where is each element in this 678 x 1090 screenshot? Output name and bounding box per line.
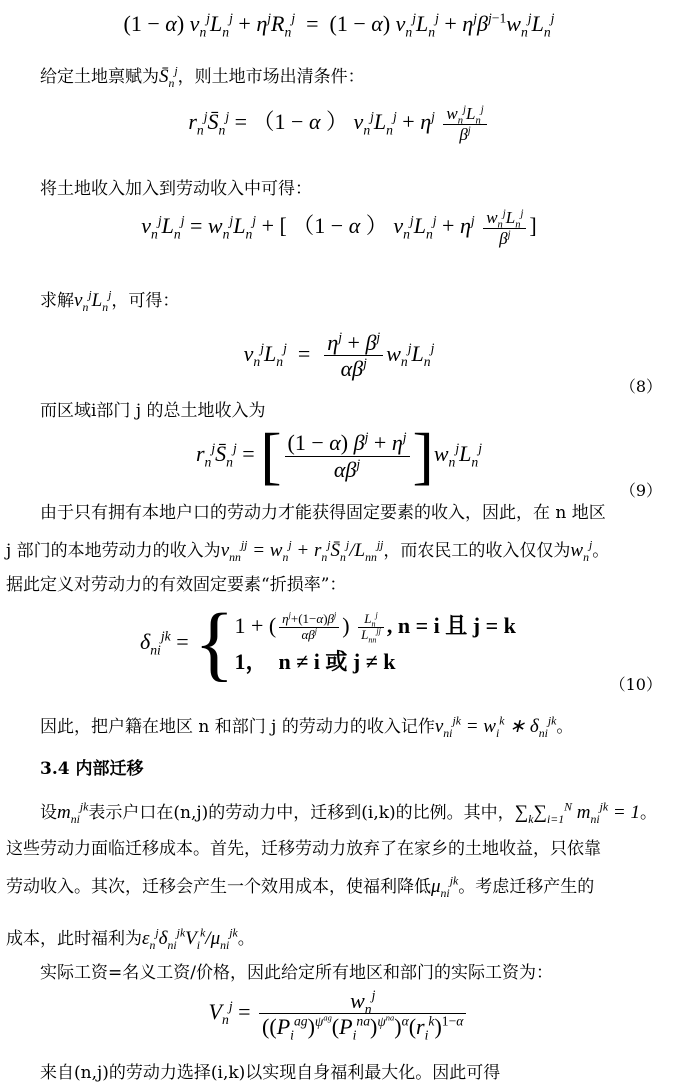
paragraph-migration-c: 劳动收入。其次，迁移会产生一个效用成本，使福利降低$\mu_{ni}^{jk}$。考虑迁移产生的 <box>6 874 595 900</box>
equation-10: $\delta_{ni}^{jk}$ = { 1 + ( $\frac{\eta^j+(1-\alpha)\beta^j}{\alpha\beta^j}$ ) $\frac{L_n^j}{L_{nn}^{jj}}$ , n = i 且 j = k 1， n ≠ i 或 j ≠ k <box>140 597 516 690</box>
paragraph-local-income-b: j 部门的本地劳动力的收入为$v_{nn}^{jj} = w_n^j$ + $r_n^jS̄_n^j/L_{nn}^{jj}$，而农民工的收入仅仅为$w_n^j$。 <box>6 538 610 564</box>
paragraph-income-notation: 因此，把户籍在地区 n 和部门 j 的劳动力的收入记作$v_{ni}^{jk} = w_i^k$ ∗ $\delta_{ni}^{jk}$。 <box>40 714 574 740</box>
equation-number-9: （9） <box>619 481 662 500</box>
equation-land-rent-identity: (1 − α) $v_n^jL_n^j + \eta^jR_n^j = (1 - \alpha) v_n^jL_n^j + \eta^j\beta^{j-1}w_n^jL_n^j$ <box>123 10 555 40</box>
paragraph-total-land-income: 而区域i部门 j 的总土地收入为 <box>40 401 266 421</box>
paragraph-local-income-c: 据此定义对劳动力的有效固定要素“折损率”： <box>6 575 347 595</box>
paragraph-migration-b: 这些劳动力面临迁移成本。首先，迁移劳动力放弃了在家乡的土地收益，只依靠 <box>6 839 601 859</box>
paragraph-real-wage: 实际工资=名义工资/价格，因此给定所有地区和部门的实际工资为： <box>40 963 553 983</box>
equation-total-income: $v_n^jL_n^j = w_n^jL_n^j$ + [ （1 − α ） $v_n^jL_n^j + \eta^j$ $\frac{w_n^jL_n^j}{\beta^j}$ ] <box>141 208 537 248</box>
paragraph-solve: 求解$v_n^jL_n^j$，可得： <box>40 288 180 314</box>
equation-9: $r_n^jS̄_n^j$ = [ $\frac{(1 - \alpha) \beta^j + \eta^j}{\alpha\beta^j}$ ]$w_n^jL_n^j$ <box>195 420 482 491</box>
equation-number-10: （10） <box>609 675 662 694</box>
paragraph-add-land-income: 将土地收入加入到劳动收入中可得： <box>40 179 312 199</box>
paragraph-choice: 来自(n,j)的劳动力选择(i,k)以实现自身福利最大化。因此可得 <box>40 1063 501 1083</box>
equation-real-wage: $V_n^j$ = $\frac{w_n^j}{((P_i^{ag})^{\psi^{ag}}(P_i^{na})^{\psi^{na}})^\alpha(r_i^k)^{1-\alpha}}$ <box>0 988 678 1040</box>
equation-land-market-clearing: $r_n^jS̄_n^j = (1 - \alpha$ ） $v_n^jL_n^j + \eta^j$ $\frac{w_n^jL_n^j}{\beta^j}$ <box>0 104 678 144</box>
paragraph-migration-d: 成本，此时福利为$\varepsilon_n^j\delta_{ni}^{jk}V_i^k/\mu_{ni}^{jk}$。 <box>6 926 255 952</box>
paragraph-land-endowment: 给定土地禀赋为$S̄_n^j$，则土地市场出清条件： <box>40 64 365 90</box>
paragraph-migration-a: 设$m_{ni}^{jk}$表示户口在(n,j)的劳动力中，迁移到(i,k)的比例。其中，$\sum_k\sum_{i=1}^N$ $m_{ni}^{jk} = 1$。 <box>40 800 657 826</box>
equation-8: $v_n^jL_n^j$ = $\frac{\eta^j + \beta^j}{\alpha\beta^j}$ $w_n^jL_n^j$ <box>243 329 435 382</box>
section-title: 3.4 内部迁移 <box>40 759 144 779</box>
equation-number-8: （8） <box>619 377 662 396</box>
paragraph-local-income-a: 由于只有拥有本地户口的劳动力才能获得固定要素的收入，因此，在 n 地区 <box>40 503 606 523</box>
